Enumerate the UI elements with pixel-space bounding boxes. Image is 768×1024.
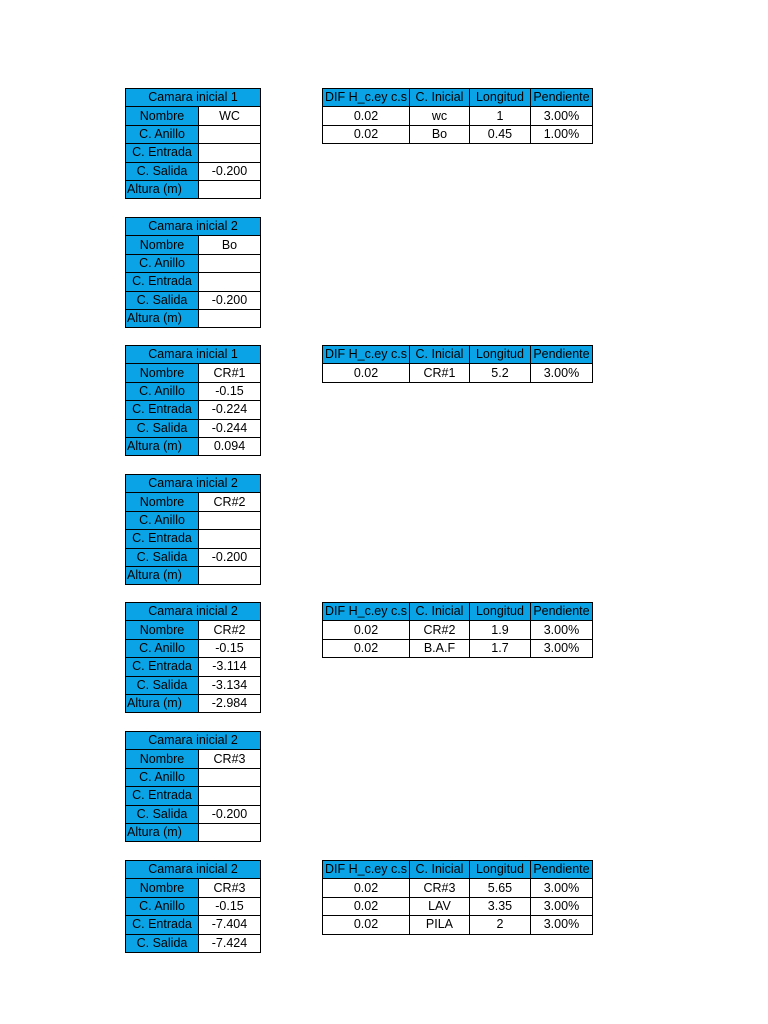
cell[interactable]: 0.02 <box>323 879 410 897</box>
row-label[interactable]: C. Salida <box>126 934 199 952</box>
cell[interactable]: 0.02 <box>323 639 410 657</box>
row-label[interactable]: C. Anillo <box>126 511 199 529</box>
header-dif[interactable]: DIF H_c.ey c.s <box>323 346 410 364</box>
row-value[interactable]: -0.244 <box>199 419 261 437</box>
row-value[interactable] <box>199 180 261 198</box>
row-label[interactable]: C. Salida <box>126 419 199 437</box>
row-value[interactable] <box>199 530 261 548</box>
row-value[interactable]: -7.424 <box>199 934 261 952</box>
row-label[interactable]: Nombre <box>126 493 199 511</box>
row-label[interactable]: C. Anillo <box>126 254 199 272</box>
row-label[interactable]: C. Anillo <box>126 382 199 400</box>
cell[interactable]: Bo <box>409 125 469 143</box>
cell[interactable]: 3.00% <box>530 107 592 125</box>
row-value[interactable] <box>199 144 261 162</box>
cell[interactable]: 3.00% <box>530 916 592 934</box>
cell[interactable]: 1.7 <box>469 639 530 657</box>
row-label[interactable]: Nombre <box>126 621 199 639</box>
cell[interactable]: 2 <box>469 916 530 934</box>
row-label[interactable]: Nombre <box>126 364 199 382</box>
camara-title[interactable]: Camara inicial 1 <box>126 346 261 364</box>
camara-title[interactable]: Camara inicial 2 <box>126 861 261 879</box>
cell[interactable]: 5.65 <box>469 879 530 897</box>
header-c-inicial[interactable]: C. Inicial <box>409 603 469 621</box>
cell[interactable]: 0.02 <box>323 364 410 382</box>
row-label[interactable]: C. Salida <box>126 291 199 309</box>
tramo-table <box>322 345 593 383</box>
camara-table <box>125 860 261 953</box>
row-label[interactable]: C. Entrada <box>126 530 199 548</box>
tramo-table <box>322 88 593 144</box>
row-label[interactable]: Nombre <box>126 879 199 897</box>
row-value[interactable]: -7.404 <box>199 916 261 934</box>
camara-title[interactable]: Camara inicial 2 <box>126 603 261 621</box>
row-label[interactable]: C. Entrada <box>126 916 199 934</box>
camara-table <box>125 88 261 199</box>
row-label[interactable]: Altura (m) <box>126 694 199 712</box>
row-value[interactable]: Bo <box>199 236 261 254</box>
row-label[interactable]: Nombre <box>126 236 199 254</box>
row-value[interactable]: -0.200 <box>199 805 261 823</box>
row-value[interactable]: -2.984 <box>199 694 261 712</box>
row-label[interactable]: Altura (m) <box>126 437 199 455</box>
camara-title[interactable]: Camara inicial 2 <box>126 475 261 493</box>
row-label[interactable]: C. Anillo <box>126 768 199 786</box>
cell[interactable]: 3.00% <box>530 639 592 657</box>
row-value[interactable]: -0.15 <box>199 897 261 915</box>
row-value[interactable] <box>199 254 261 272</box>
cell[interactable]: 0.02 <box>323 125 410 143</box>
cell[interactable]: PILA <box>409 916 469 934</box>
row-value[interactable] <box>199 511 261 529</box>
row-value[interactable] <box>199 273 261 291</box>
camara-title[interactable]: Camara inicial 1 <box>126 89 261 107</box>
cell[interactable]: 3.35 <box>469 897 530 915</box>
row-value[interactable]: -0.200 <box>199 291 261 309</box>
cell[interactable]: 1 <box>469 107 530 125</box>
cell[interactable]: 0.02 <box>323 107 410 125</box>
cell[interactable]: 1.9 <box>469 621 530 639</box>
header-c-inicial[interactable]: C. Inicial <box>409 861 469 879</box>
row-value[interactable]: CR#2 <box>199 621 261 639</box>
header-longitud[interactable]: Longitud <box>469 346 530 364</box>
cell[interactable]: 0.02 <box>323 916 410 934</box>
cell[interactable]: 5.2 <box>469 364 530 382</box>
cell[interactable]: B.A.F <box>409 639 469 657</box>
cell[interactable]: 3.00% <box>530 897 592 915</box>
header-dif[interactable]: DIF H_c.ey c.s <box>323 861 410 879</box>
row-value[interactable]: -0.15 <box>199 639 261 657</box>
row-label[interactable]: Altura (m) <box>126 823 199 841</box>
row-value[interactable] <box>199 823 261 841</box>
row-label[interactable]: C. Anillo <box>126 125 199 143</box>
header-pendiente[interactable]: Pendiente <box>530 861 592 879</box>
cell[interactable]: CR#1 <box>409 364 469 382</box>
row-value[interactable] <box>199 566 261 584</box>
header-pendiente[interactable]: Pendiente <box>530 346 592 364</box>
header-longitud[interactable]: Longitud <box>469 861 530 879</box>
camara-title[interactable]: Camara inicial 2 <box>126 218 261 236</box>
row-label[interactable]: C. Salida <box>126 805 199 823</box>
row-label[interactable]: C. Entrada <box>126 401 199 419</box>
row-value[interactable]: WC <box>199 107 261 125</box>
cell[interactable]: 3.00% <box>530 364 592 382</box>
row-label[interactable]: C. Anillo <box>126 639 199 657</box>
row-label[interactable]: C. Entrada <box>126 144 199 162</box>
row-label[interactable]: C. Salida <box>126 676 199 694</box>
row-value[interactable]: CR#3 <box>199 750 261 768</box>
cell[interactable]: 3.00% <box>530 879 592 897</box>
cell[interactable]: 0.02 <box>323 897 410 915</box>
header-pendiente[interactable]: Pendiente <box>530 603 592 621</box>
row-value[interactable]: CR#2 <box>199 493 261 511</box>
cell[interactable]: LAV <box>409 897 469 915</box>
camara-table <box>125 345 261 456</box>
row-value[interactable]: -0.224 <box>199 401 261 419</box>
row-label[interactable]: C. Anillo <box>126 897 199 915</box>
row-value[interactable]: -3.134 <box>199 676 261 694</box>
row-value[interactable] <box>199 768 261 786</box>
camara-title[interactable]: Camara inicial 2 <box>126 732 261 750</box>
row-label[interactable]: C. Entrada <box>126 658 199 676</box>
tramo-table <box>322 860 593 935</box>
row-label[interactable]: Altura (m) <box>126 309 199 327</box>
camara-table <box>125 602 261 713</box>
header-dif[interactable]: DIF H_c.ey c.s <box>323 603 410 621</box>
camara-table <box>125 731 261 842</box>
camara-table <box>125 217 261 328</box>
row-label[interactable]: Nombre <box>126 750 199 768</box>
row-value[interactable] <box>199 125 261 143</box>
header-pendiente[interactable]: Pendiente <box>530 89 592 107</box>
tramo-table <box>322 602 593 658</box>
cell[interactable]: CR#2 <box>409 621 469 639</box>
row-value[interactable] <box>199 787 261 805</box>
header-longitud[interactable]: Longitud <box>469 603 530 621</box>
row-value[interactable]: CR#3 <box>199 879 261 897</box>
row-value[interactable] <box>199 309 261 327</box>
cell[interactable]: 1.00% <box>530 125 592 143</box>
row-value[interactable]: 0.094 <box>199 437 261 455</box>
header-c-inicial[interactable]: C. Inicial <box>409 346 469 364</box>
row-value[interactable]: -0.15 <box>199 382 261 400</box>
cell[interactable]: CR#3 <box>409 879 469 897</box>
camara-table <box>125 474 261 585</box>
cell[interactable]: 0.02 <box>323 621 410 639</box>
cell[interactable]: 0.45 <box>469 125 530 143</box>
header-longitud[interactable]: Longitud <box>469 89 530 107</box>
row-value[interactable]: CR#1 <box>199 364 261 382</box>
row-value[interactable]: -0.200 <box>199 548 261 566</box>
row-label[interactable]: Altura (m) <box>126 566 199 584</box>
row-label[interactable]: Altura (m) <box>126 180 199 198</box>
cell[interactable]: 3.00% <box>530 621 592 639</box>
row-value[interactable]: -0.200 <box>199 162 261 180</box>
row-label[interactable]: Nombre <box>126 107 199 125</box>
row-label[interactable]: C. Entrada <box>126 273 199 291</box>
cell[interactable]: wc <box>409 107 469 125</box>
row-label[interactable]: C. Entrada <box>126 787 199 805</box>
header-dif[interactable]: DIF H_c.ey c.s <box>323 89 410 107</box>
row-label[interactable]: C. Salida <box>126 162 199 180</box>
row-value[interactable]: -3.114 <box>199 658 261 676</box>
row-label[interactable]: C. Salida <box>126 548 199 566</box>
header-c-inicial[interactable]: C. Inicial <box>409 89 469 107</box>
